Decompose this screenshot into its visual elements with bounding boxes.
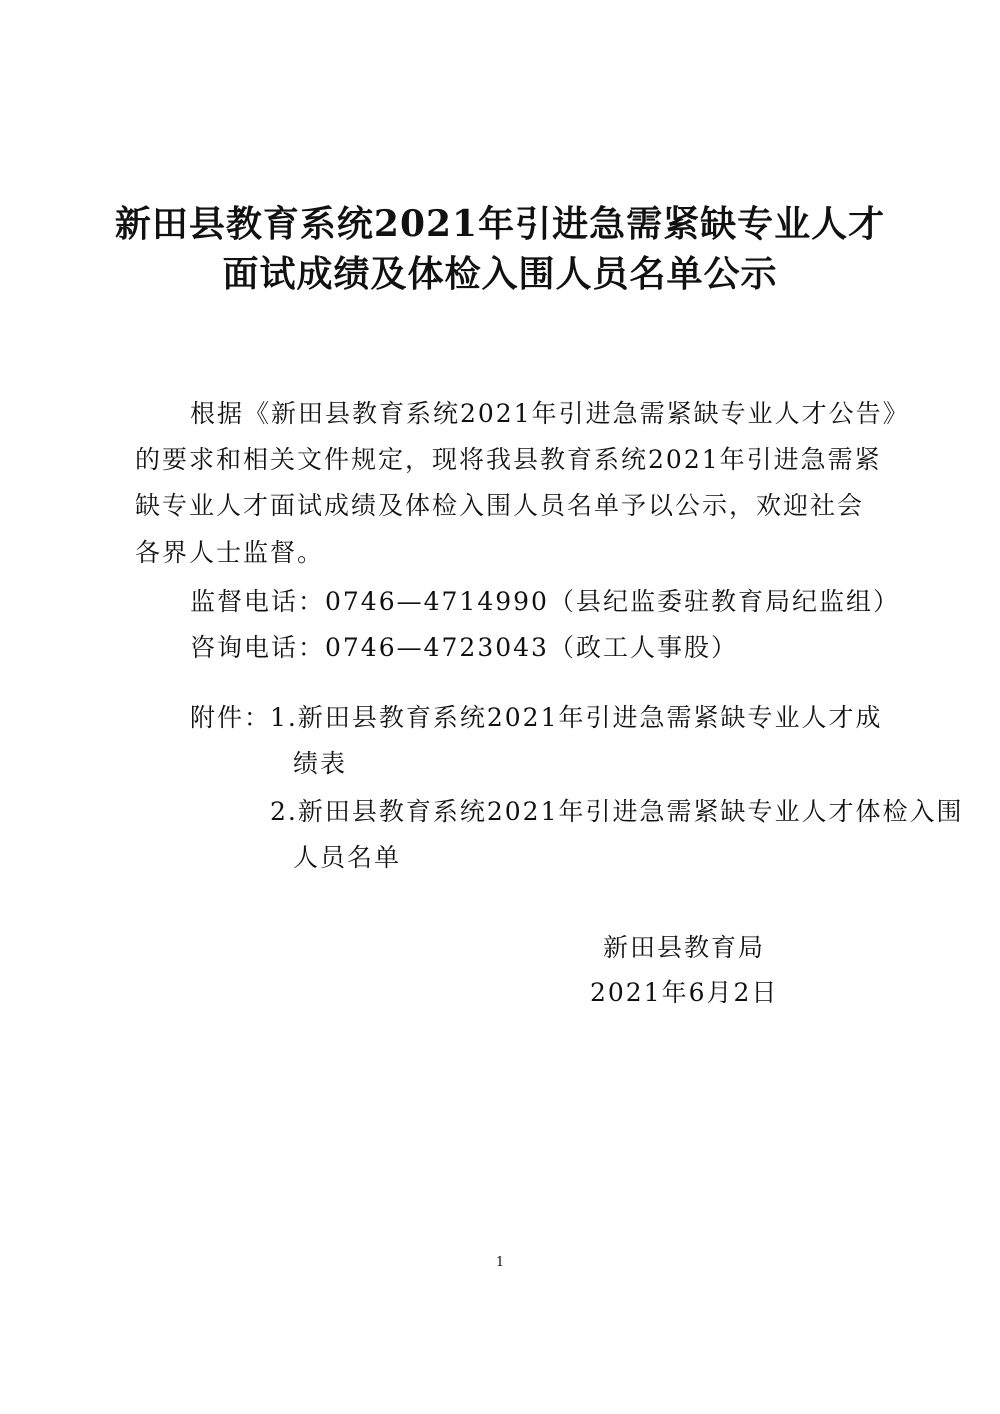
- attachment-2-line-1: 2.新田县教育系统2021年引进急需紧缺专业人才体检入围: [270, 797, 964, 826]
- document-title-line-1: 新田县教育系统2021年引进急需紧缺专业人才: [114, 203, 886, 245]
- attachment-1-line-1: 1.新田县教育系统2021年引进急需紧缺专业人才成: [270, 703, 883, 732]
- document-title-line-2: 面试成绩及体检入围人员名单公示: [222, 253, 778, 295]
- inquiry-phone: 咨询电话：0746—4723043（政工人事股）: [190, 633, 738, 662]
- page-number: 1: [495, 1255, 505, 1270]
- intro-paragraph-line-4: 各界人士监督。: [135, 538, 325, 567]
- attachment-1-line-2: 绩表: [293, 749, 348, 778]
- issuer-signature: 新田县教育局: [603, 933, 766, 962]
- intro-paragraph-line-2: 的要求和相关文件规定，现将我县教育系统2021年引进急需紧: [135, 445, 882, 474]
- intro-paragraph-line-3: 缺专业人才面试成绩及体检入围人员名单予以公示，欢迎社会: [135, 491, 865, 520]
- attachments-label: 附件：: [190, 703, 272, 732]
- intro-paragraph-line-1: 根据《新田县教育系统2021年引进急需紧缺专业人才公告》: [190, 399, 910, 428]
- supervision-phone: 监督电话：0746—4714990（县纪监委驻教育局纪监组）: [190, 587, 900, 616]
- attachment-2-line-2: 人员名单: [293, 843, 402, 872]
- issue-date: 2021年6月2日: [590, 978, 779, 1007]
